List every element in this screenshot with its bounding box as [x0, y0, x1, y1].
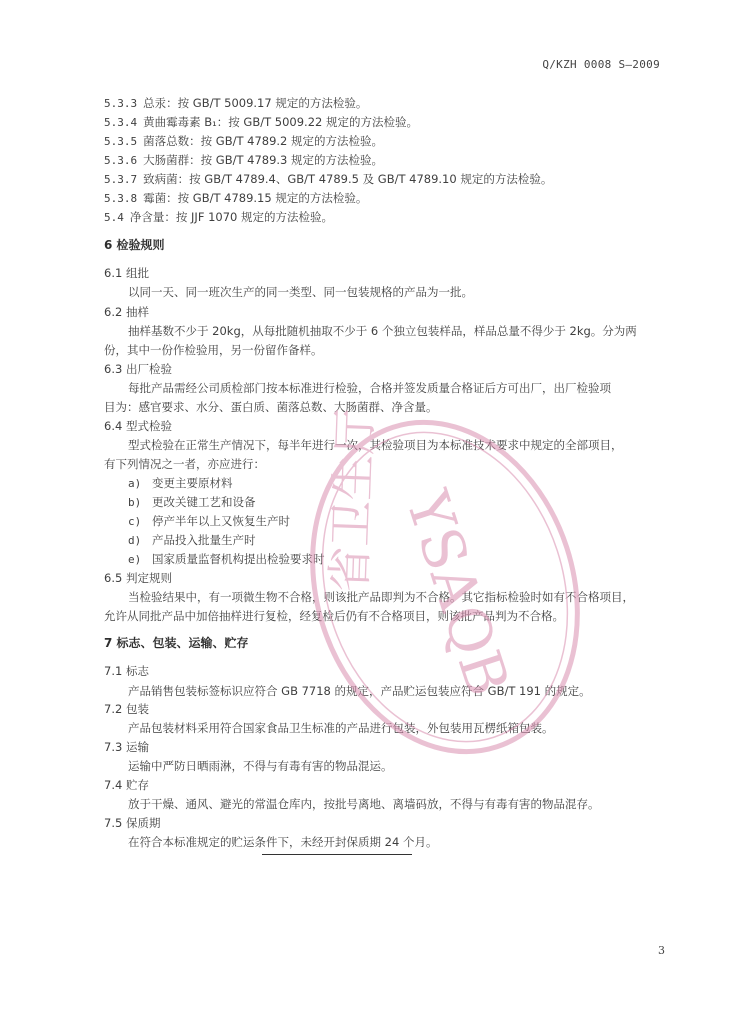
clause-6-4-body-2: 有下列情况之一者，亦应进行： — [104, 457, 265, 471]
section-6-heading: 6 检验规则 — [104, 238, 165, 252]
clause-6-3-title: 6.3 出厂检验 — [104, 362, 172, 376]
section-7-heading: 7 标志、包装、运输、贮存 — [104, 636, 249, 650]
clause-5-3-4: 5.3.4 黄曲霉毒素 B₁：按 GB/T 5009.22 规定的方法检验。 — [104, 115, 419, 129]
clause-7-5-body: 在符合本标准规定的贮运条件下，未经开封保质期 24 个月。 — [128, 835, 438, 849]
svg-text:省卫生厅: 省卫生厅 — [322, 407, 383, 594]
clause-5-3-7: 5.3.7 致病菌：按 GB/T 4789.4、GB/T 4789.5 及 GB/T 4789.10 规定的方法检验。 — [104, 172, 553, 186]
list-item: a) 变更主要原材料 — [128, 476, 233, 490]
official-seal-stamp — [300, 402, 590, 772]
clause-6-4-title: 6.4 型式检验 — [104, 419, 172, 433]
clause-5-3-5: 5.3.5 菌落总数：按 GB/T 4789.2 规定的方法检验。 — [104, 134, 384, 148]
clause-6-3-body-2: 目为：感官要求、水分、蛋白质、菌落总数、大肠菌群、净含量。 — [104, 400, 438, 414]
clause-5-3-3: 5.3.3 总汞：按 GB/T 5009.17 规定的方法检验。 — [104, 96, 368, 110]
clause-7-5-title: 7.5 保质期 — [104, 816, 161, 830]
clause-6-5-body-2: 允许从同批产品中加倍抽样进行复检，经复检后仍有不合格项目，则该批产品判为不合格。 — [104, 609, 564, 623]
clause-7-3-body: 运输中严防日晒雨淋，不得与有毒有害的物品混运。 — [128, 759, 393, 773]
clause-5-3-8: 5.3.8 霉菌：按 GB/T 4789.15 规定的方法检验。 — [104, 191, 368, 205]
clause-7-3-title: 7.3 运输 — [104, 740, 149, 754]
clause-7-2-title: 7.2 包装 — [104, 702, 149, 716]
list-item: e) 国家质量监督机构提出检验要求时 — [128, 552, 325, 566]
end-rule — [262, 854, 412, 855]
clause-7-4-title: 7.4 贮存 — [104, 778, 149, 792]
clause-7-4-body: 放于干燥、通风、避光的常温仓库内，按批号离地、离墙码放，不得与有毒有害的物品混存。 — [128, 797, 600, 811]
list-item: b) 更改关键工艺和设备 — [128, 495, 256, 509]
list-item: d) 产品投入批量生产时 — [128, 533, 256, 547]
svg-text:YSAQB: YSAQB — [392, 483, 523, 704]
clause-7-1-title: 7.1 标志 — [104, 664, 149, 678]
clause-6-5-title: 6.5 判定规则 — [104, 571, 172, 585]
clause-6-5-body-1: 当检验结果中，有一项微生物不合格，则该批产品即判为不合格。其它指标检验时如有不合格项目， — [128, 590, 634, 604]
page-number: 3 — [658, 944, 665, 957]
clause-5-3-6: 5.3.6 大肠菌群：按 GB/T 4789.3 规定的方法检验。 — [104, 153, 384, 167]
clause-5-4: 5.4 净含量：按 JJF 1070 规定的方法检验。 — [104, 210, 334, 224]
list-item: c) 停产半年以上又恢复生产时 — [128, 514, 290, 528]
clause-7-2-body: 产品包装材料采用符合国家食品卫生标准的产品进行包装，外包装用瓦楞纸箱包装。 — [128, 721, 554, 735]
clause-6-2-body-1: 抽样基数不少于 20kg，从每批随机抽取不少于 6 个独立包装样品，样品总量不得少于 2kg。分为两 — [128, 324, 637, 338]
clause-6-2-body-2: 份，其中一份作检验用，另一份留作备样。 — [104, 343, 323, 357]
clause-6-3-body-1: 每批产品需经公司质检部门按本标准进行检验，合格并签发质量合格证后方可出厂，出厂检验项 — [128, 381, 611, 395]
document-code: Q/KZH 0008 S—2009 — [542, 58, 660, 71]
clause-6-1-title: 6.1 组批 — [104, 266, 149, 280]
clause-6-2-title: 6.2 抽样 — [104, 305, 149, 319]
clause-6-4-body-1: 型式检验在正常生产情况下，每半年进行一次，其检验项目为本标准技术要求中规定的全部项目， — [128, 438, 623, 452]
clause-7-1-body: 产品销售包装标签标识应符合 GB 7718 的规定，产品贮运包装应符合 GB/T 191 的规定。 — [128, 684, 591, 698]
clause-6-1-body: 以同一天、同一班次生产的同一类型、同一包装规格的产品为一批。 — [128, 285, 473, 299]
